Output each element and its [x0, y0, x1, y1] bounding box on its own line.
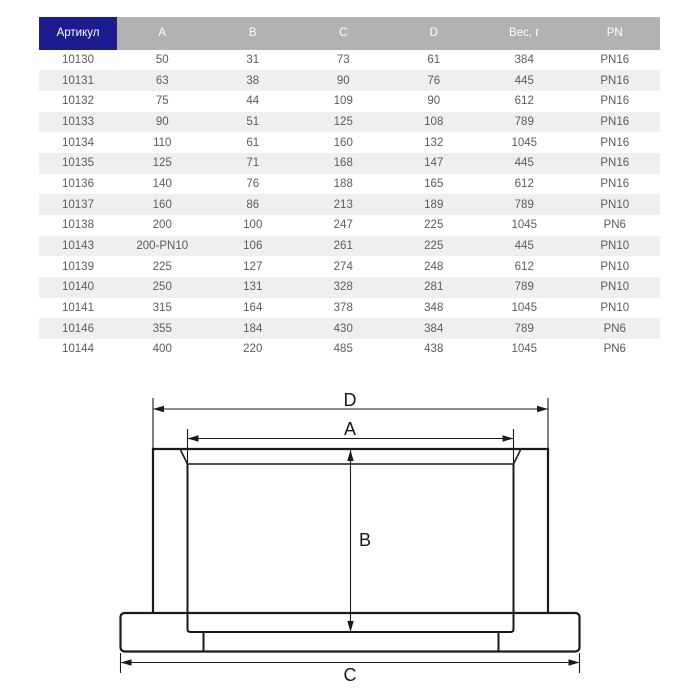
table-cell: 125	[333, 115, 353, 128]
table-cell: 250	[152, 281, 172, 294]
table-cell: 50	[155, 53, 169, 66]
table-cell: 63	[155, 74, 169, 87]
dim-label-b: B	[359, 530, 372, 550]
fitting-cross-section-diagram	[0, 390, 700, 700]
fitting-drawing	[0, 390, 700, 700]
table-row	[39, 70, 660, 91]
table-cell: 44	[246, 95, 260, 108]
table-cell: PN10	[600, 240, 630, 253]
table-cell: PN16	[600, 74, 630, 87]
table-cell: 86	[246, 198, 260, 211]
table-cell: 61	[427, 53, 441, 66]
table-cell: 445	[514, 240, 534, 253]
table-row	[39, 236, 660, 257]
flange-step-lines	[204, 632, 499, 651]
table-cell: 612	[514, 177, 534, 190]
table-cell: 355	[152, 322, 172, 335]
table-cell: PN6	[603, 219, 626, 232]
table-cell: 10138	[62, 219, 94, 232]
table-cell: PN16	[600, 95, 630, 108]
table-cell: 10134	[62, 136, 94, 149]
table-cell: 75	[155, 95, 169, 108]
table-cell: 127	[243, 260, 263, 273]
table-cell: 140	[152, 177, 172, 190]
table-cell: 10141	[62, 302, 94, 315]
table-cell: 384	[424, 322, 444, 335]
dimension-b	[347, 450, 353, 632]
table-cell: 10132	[62, 95, 94, 108]
table-row	[39, 50, 660, 71]
table-cell: 328	[333, 281, 353, 294]
dim-label-d: D	[343, 390, 357, 410]
table-cell: 73	[336, 53, 350, 66]
table-cell: 220	[243, 343, 263, 356]
table-cell: PN6	[603, 343, 626, 356]
table-row	[39, 277, 660, 298]
table-cell: 789	[514, 198, 534, 211]
table-cell: 164	[243, 302, 263, 315]
table-cell: PN16	[600, 115, 630, 128]
table-cell: 612	[514, 260, 534, 273]
table-cell: 168	[333, 157, 353, 170]
table-cell: 109	[333, 95, 353, 108]
table-row	[39, 153, 660, 174]
table-row	[39, 256, 660, 277]
table-cell: 10144	[62, 343, 94, 356]
table-cell: 160	[152, 198, 172, 211]
table-cell: 445	[514, 157, 534, 170]
table-cell: 225	[424, 240, 444, 253]
table-cell: 110	[153, 136, 172, 149]
table-row	[39, 91, 660, 112]
table-cell: 108	[424, 115, 444, 128]
table-cell: 1045	[511, 343, 538, 356]
table-cell: 131	[243, 281, 263, 294]
table-cell: 1045	[511, 136, 538, 149]
table-header	[39, 17, 660, 50]
table-cell: PN6	[603, 322, 626, 335]
table-cell: PN16	[600, 177, 630, 190]
table-cell: 61	[246, 136, 260, 149]
table-cell: 10140	[62, 281, 94, 294]
table-cell: 200	[152, 219, 172, 232]
table-cell: 189	[424, 198, 444, 211]
table-cell: PN16	[600, 136, 630, 149]
table-cell: PN10	[600, 302, 630, 315]
table-cell: 789	[514, 115, 534, 128]
table-row	[39, 215, 660, 236]
column-header-c: C	[298, 17, 389, 50]
table-cell: PN10	[600, 260, 630, 273]
table-cell: 612	[514, 95, 534, 108]
table-cell: 400	[152, 343, 172, 356]
table-cell: PN10	[600, 198, 630, 211]
table-cell: 438	[424, 343, 444, 356]
table-cell: PN10	[600, 281, 630, 294]
table-row	[39, 339, 660, 360]
column-header-pn: PN	[570, 17, 661, 50]
table-cell: PN16	[600, 157, 630, 170]
column-header-weight: Вес, г	[479, 17, 570, 50]
table-cell: 165	[424, 177, 444, 190]
table-row	[39, 112, 660, 133]
spec-table	[39, 17, 660, 360]
table-cell: 789	[514, 281, 534, 294]
table-cell: 10131	[62, 74, 94, 87]
table-cell: 90	[336, 74, 350, 87]
table-cell: 485	[333, 343, 353, 356]
table-cell: 274	[333, 260, 353, 273]
dim-label-c: C	[343, 665, 357, 685]
table-cell: 184	[243, 322, 263, 335]
column-header-b: B	[208, 17, 299, 50]
table-cell: 247	[333, 219, 353, 232]
table-row	[39, 194, 660, 215]
table-cell: 213	[333, 198, 353, 211]
table-cell: 100	[243, 219, 263, 232]
table-cell: 125	[152, 157, 172, 170]
table-cell: 225	[424, 219, 444, 232]
table-cell: 147	[424, 157, 444, 170]
table-cell: 188	[333, 177, 353, 190]
table-cell: 160	[333, 136, 353, 149]
table-cell: 10135	[62, 157, 94, 170]
table-cell: 789	[514, 322, 534, 335]
table-cell: 1045	[511, 302, 538, 315]
table-cell: 90	[427, 95, 441, 108]
table-cell: 281	[424, 281, 444, 294]
table-row	[39, 174, 660, 195]
table-row	[39, 318, 660, 339]
table-cell: 51	[246, 115, 260, 128]
table-cell: 10146	[62, 322, 94, 335]
table-row	[39, 298, 660, 319]
column-header-a: A	[117, 17, 208, 50]
column-header-article: Артикул	[39, 17, 117, 50]
table-cell: 378	[333, 302, 353, 315]
table-cell: 10133	[62, 115, 94, 128]
column-header-d: D	[389, 17, 480, 50]
table-cell: 71	[246, 157, 260, 170]
table-cell: 31	[246, 53, 260, 66]
table-cell: 76	[427, 74, 441, 87]
table-cell: 106	[243, 240, 263, 253]
table-cell: 200-PN10	[136, 240, 189, 253]
table-cell: 225	[152, 260, 172, 273]
table-cell: 261	[333, 240, 353, 253]
table-cell: 384	[514, 53, 534, 66]
table-cell: 10136	[62, 177, 94, 190]
table-cell: 1045	[511, 219, 538, 232]
table-cell: 132	[424, 136, 444, 149]
table-cell: 10143	[62, 240, 94, 253]
table-cell: 10139	[62, 260, 94, 273]
table-header-row	[39, 17, 660, 50]
table-cell: 10130	[62, 53, 94, 66]
table-cell: 348	[424, 302, 444, 315]
table-body	[39, 50, 660, 360]
table-cell: 76	[246, 177, 260, 190]
table-cell: 430	[333, 322, 353, 335]
table-cell: 10137	[62, 198, 94, 211]
table-cell: 315	[152, 302, 172, 315]
table-cell: 90	[155, 115, 169, 128]
dim-label-a: A	[343, 419, 357, 439]
table-cell: 248	[424, 260, 444, 273]
table-cell: 445	[514, 74, 534, 87]
table-cell: 38	[246, 74, 260, 87]
table-row	[39, 132, 660, 153]
table-cell: PN16	[600, 53, 630, 66]
